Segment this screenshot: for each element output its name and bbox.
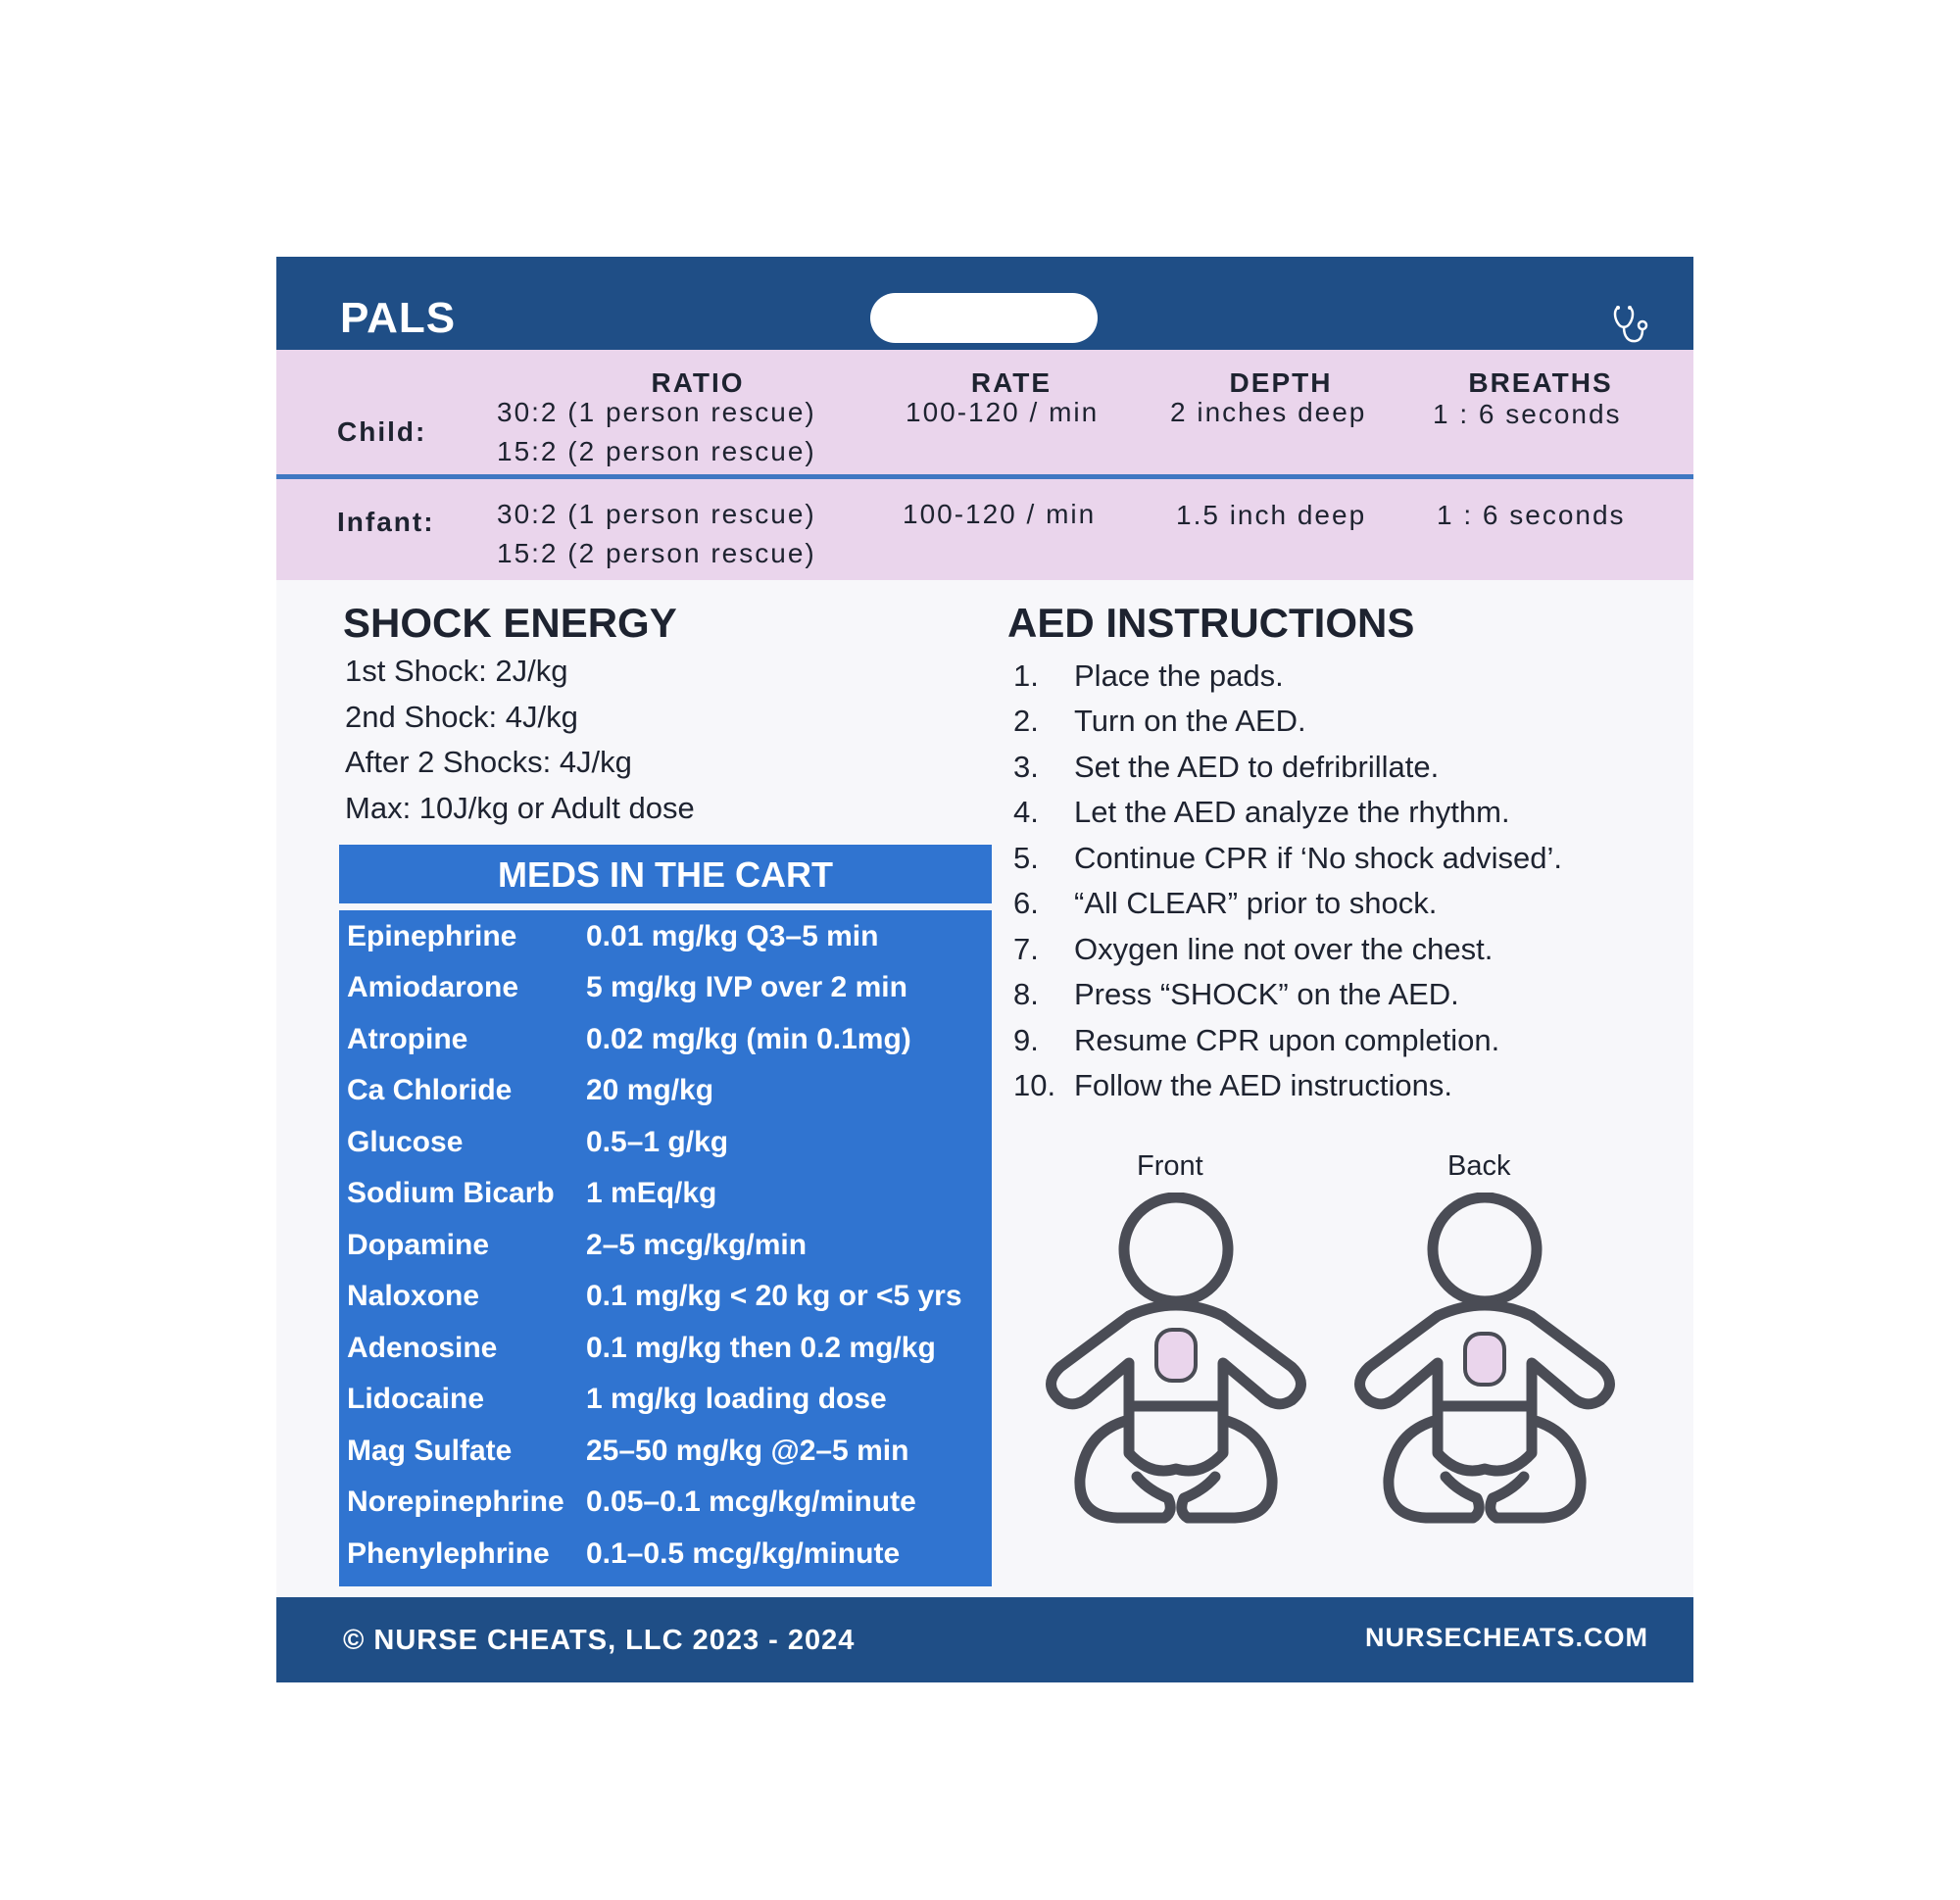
child-breaths: 1 : 6 seconds (1433, 399, 1622, 429)
row-label-child: Child: (337, 416, 427, 447)
aed-step-number: 4. (1013, 795, 1039, 829)
footer-bar (276, 1597, 1693, 1682)
med-dose: 20 mg/kg (586, 1074, 714, 1106)
shock-line-3: After 2 Shocks: 4J/kg (345, 745, 632, 779)
column-header-ratio: RATIO (651, 367, 745, 398)
med-name: Mag Sulfate (347, 1435, 513, 1467)
med-name: Sodium Bicarb (347, 1177, 555, 1209)
med-dose: 25–50 mg/kg @2–5 min (586, 1435, 909, 1467)
med-name: Phenylephrine (347, 1537, 550, 1570)
med-name: Norepinephrine (347, 1486, 564, 1518)
infant-depth: 1.5 inch deep (1176, 500, 1367, 530)
infant-ratio-2: 15:2 (2 person rescue) (497, 538, 816, 568)
child-rate: 100-120 / min (906, 397, 1100, 427)
infant-back-pad-icon (1340, 1193, 1634, 1555)
aed-step-number: 8. (1013, 977, 1039, 1011)
aed-step-number: 2. (1013, 704, 1039, 738)
med-name: Amiodarone (347, 971, 519, 1003)
aed-step-text: Place the pads. (1074, 658, 1284, 693)
med-name: Naloxone (347, 1280, 480, 1312)
aed-step-text: Follow the AED instructions. (1074, 1068, 1452, 1102)
aed-step-text: Let the AED analyze the rhythm. (1074, 795, 1510, 829)
pals-badge-card (276, 257, 1693, 1682)
shock-line-4: Max: 10J/kg or Adult dose (345, 791, 695, 825)
med-name: Epinephrine (347, 920, 517, 952)
row-divider (276, 474, 1693, 479)
aed-step-number: 6. (1013, 886, 1039, 920)
infant-breaths: 1 : 6 seconds (1437, 500, 1626, 530)
card-title: PALS (340, 294, 457, 342)
row-label-infant: Infant: (337, 507, 435, 537)
aed-step-number: 7. (1013, 932, 1039, 966)
aed-step-text: Resume CPR upon completion. (1074, 1023, 1500, 1057)
child-ratio-2: 15:2 (2 person rescue) (497, 436, 816, 466)
med-name: Glucose (347, 1126, 464, 1158)
med-name: Ca Chloride (347, 1074, 513, 1106)
child-depth: 2 inches deep (1170, 397, 1367, 427)
infant-front-pad-icon (1031, 1193, 1325, 1555)
med-dose: 0.1–0.5 mcg/kg/minute (586, 1537, 901, 1570)
aed-step-text: “All CLEAR” prior to shock. (1074, 886, 1438, 920)
aed-step-number: 3. (1013, 750, 1039, 784)
meds-title: MEDS IN THE CART (339, 845, 992, 903)
figure-label-back: Back (1447, 1150, 1511, 1182)
aed-step-text: Turn on the AED. (1074, 704, 1306, 738)
med-name: Dopamine (347, 1229, 490, 1261)
aed-step-text: Oxygen line not over the chest. (1074, 932, 1494, 966)
shock-energy-title: SHOCK ENERGY (343, 600, 677, 646)
copyright-text: © NURSE CHEATS, LLC 2023 - 2024 (343, 1625, 856, 1656)
med-dose: 0.1 mg/kg then 0.2 mg/kg (586, 1332, 936, 1364)
infant-rate: 100-120 / min (903, 499, 1097, 529)
stethoscope-icon (1609, 304, 1652, 347)
med-dose: 0.1 mg/kg < 20 kg or <5 yrs (586, 1280, 962, 1312)
aed-step-text: Press “SHOCK” on the AED. (1074, 977, 1459, 1011)
med-dose: 0.01 mg/kg Q3–5 min (586, 920, 879, 952)
shock-line-2: 2nd Shock: 4J/kg (345, 700, 578, 734)
infant-ratio-1: 30:2 (1 person rescue) (497, 499, 816, 529)
website-text: NURSECHEATS.COM (1364, 1623, 1648, 1652)
meds-table (339, 910, 992, 1586)
med-name: Lidocaine (347, 1383, 485, 1415)
header-bar (276, 257, 1693, 350)
aed-step-number: 5. (1013, 841, 1039, 875)
aed-step-text: Continue CPR if ‘No shock advised’. (1074, 841, 1562, 875)
aed-step-number: 10. (1013, 1068, 1056, 1102)
shock-line-1: 1st Shock: 2J/kg (345, 654, 568, 688)
med-dose: 1 mg/kg loading dose (586, 1383, 887, 1415)
med-dose: 1 mEq/kg (586, 1177, 717, 1209)
aed-instructions-title: AED INSTRUCTIONS (1007, 600, 1415, 646)
column-header-rate: RATE (970, 367, 1053, 398)
med-name: Adenosine (347, 1332, 498, 1364)
med-dose: 0.02 mg/kg (min 0.1mg) (586, 1023, 911, 1055)
column-header-depth: DEPTH (1229, 367, 1333, 398)
med-name: Atropine (347, 1023, 468, 1055)
badge-slot-hole (870, 293, 1098, 343)
aed-step-text: Set the AED to defribrillate. (1074, 750, 1440, 784)
aed-step-number: 1. (1013, 658, 1039, 693)
cpr-table (276, 350, 1693, 580)
med-dose: 0.05–0.1 mcg/kg/minute (586, 1486, 916, 1518)
child-ratio-1: 30:2 (1 person rescue) (497, 397, 816, 427)
column-header-breaths: BREATHS (1468, 367, 1613, 398)
med-dose: 2–5 mcg/kg/min (586, 1229, 808, 1261)
med-dose: 0.5–1 g/kg (586, 1126, 729, 1158)
aed-step-number: 9. (1013, 1023, 1039, 1057)
figure-label-front: Front (1137, 1150, 1203, 1182)
med-dose: 5 mg/kg IVP over 2 min (586, 971, 907, 1003)
